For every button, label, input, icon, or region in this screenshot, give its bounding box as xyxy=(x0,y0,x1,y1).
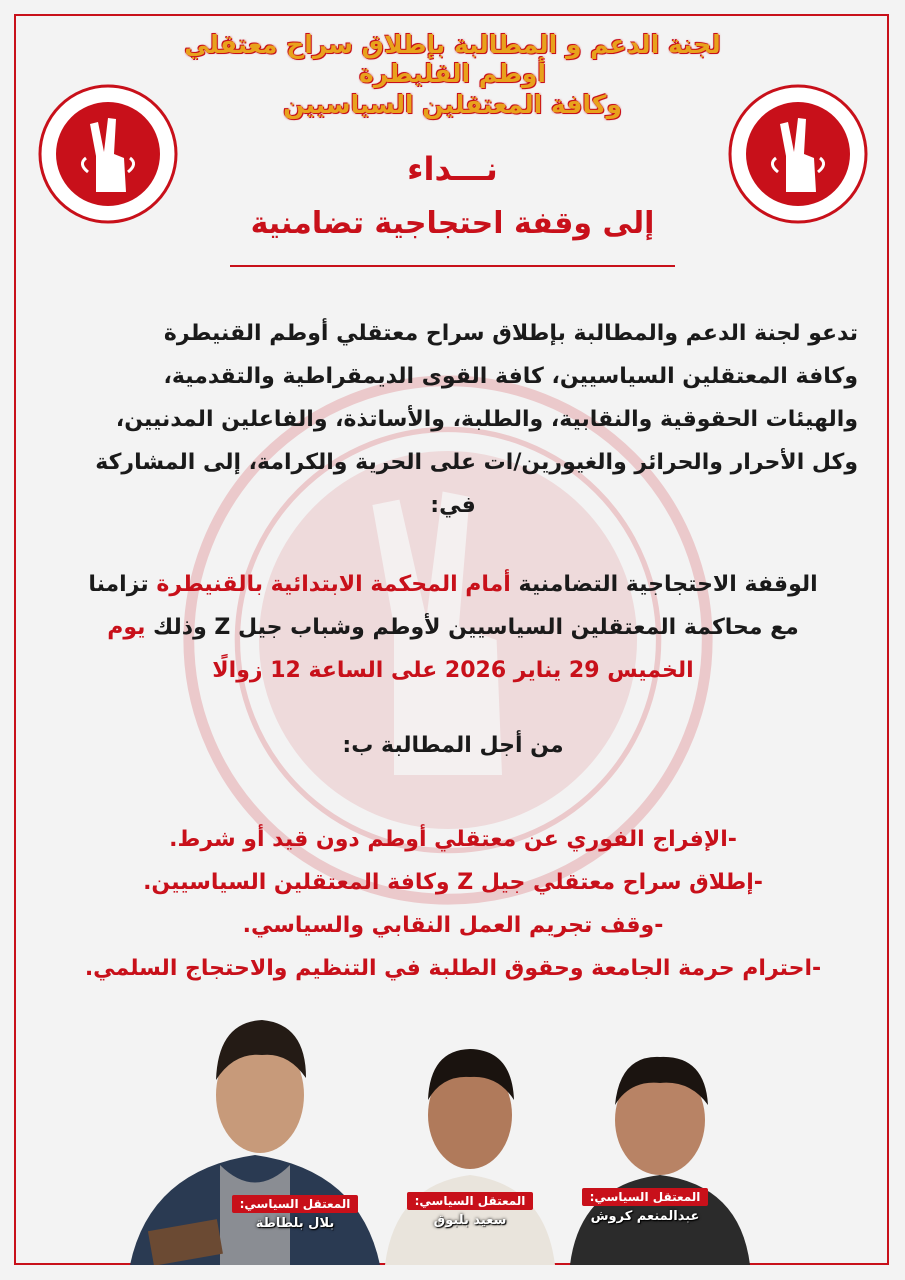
detainee-name: بلال بلطاطة xyxy=(255,1216,335,1231)
detainee-name: عبدالمنعم كروش xyxy=(590,1209,700,1224)
detainee-role: المعتقل السياسي: xyxy=(582,1188,709,1206)
detainee-photos xyxy=(120,1000,780,1265)
detainee-role: المعتقل السياسي: xyxy=(232,1195,359,1213)
intro-line: تدعو لجنة الدعم والمطالبة بإطلاق سراح معتقلي أوطم القنيطرة xyxy=(163,321,858,346)
intro-line: وكل الأحرار والحرائر والغيورين/ات على الحرية والكرامة، إلى المشاركة xyxy=(95,450,858,475)
detainee-tag xyxy=(570,1186,720,1224)
demands-list xyxy=(48,818,858,990)
demand-item: -إطلاق سراح معتقلي جيل Z وكافة المعتقلين السياسيين. xyxy=(143,870,763,895)
intro-line: في: xyxy=(430,493,476,518)
event-text: تزامنا xyxy=(88,572,157,597)
divider xyxy=(230,265,675,267)
demands-title: من أجل المطالبة ب: xyxy=(342,733,564,758)
demand-item: -الإفراج الفوري عن معتقلي أوطم دون قيد أو شرط. xyxy=(169,827,737,852)
detainee-photo xyxy=(560,1035,760,1265)
event-line-1 xyxy=(48,563,858,606)
intro-line: والهيئات الحقوقية والنقابية، والطلبة، والأساتذة، والفاعلين المدنيين، xyxy=(115,407,858,432)
detainee-photo xyxy=(380,1025,560,1265)
demand-item: -احترام حرمة الجامعة وحقوق الطلبة في التنظيم والاحتجاج السلمي. xyxy=(84,956,822,981)
event-paragraph xyxy=(48,563,858,692)
subtitle: إلى وقفة احتجاجية تضامنية xyxy=(250,206,655,241)
header-line-1: لجنة الدعم و المطالبة بإطلاق سراح معتقلي أوطم القليطرة xyxy=(184,30,721,88)
call-title: نـــداء xyxy=(407,150,498,188)
intro-line: وكافة المعتقلين السياسيين، كافة القوى الديمقراطية والتقدمية، xyxy=(163,364,858,389)
event-location: أمام المحكمة الابتدائية بالقنيطرة xyxy=(156,572,511,597)
detainee-tag xyxy=(220,1193,370,1231)
detainee-role: المعتقل السياسي: xyxy=(407,1192,534,1210)
detainee-tag xyxy=(395,1190,545,1228)
header-line-2: وكافة المعتقلين السياسيين xyxy=(283,90,622,119)
intro-paragraph xyxy=(48,312,858,527)
demand-item: -وقف تجريم العمل النقابي والسياسي. xyxy=(242,913,664,938)
event-date: الخميس 29 يناير 2026 على الساعة 12 زوالًا xyxy=(212,658,694,683)
detainee-name: سعيد بلبوق xyxy=(433,1213,507,1228)
event-day-word: يوم xyxy=(107,615,146,640)
event-line-2 xyxy=(48,606,858,649)
event-text: مع محاكمة المعتقلين السياسيين لأوطم وشباب جيل Z وذلك xyxy=(145,615,799,640)
event-text: الوقفة الاحتجاجية التضامنية xyxy=(510,572,818,597)
